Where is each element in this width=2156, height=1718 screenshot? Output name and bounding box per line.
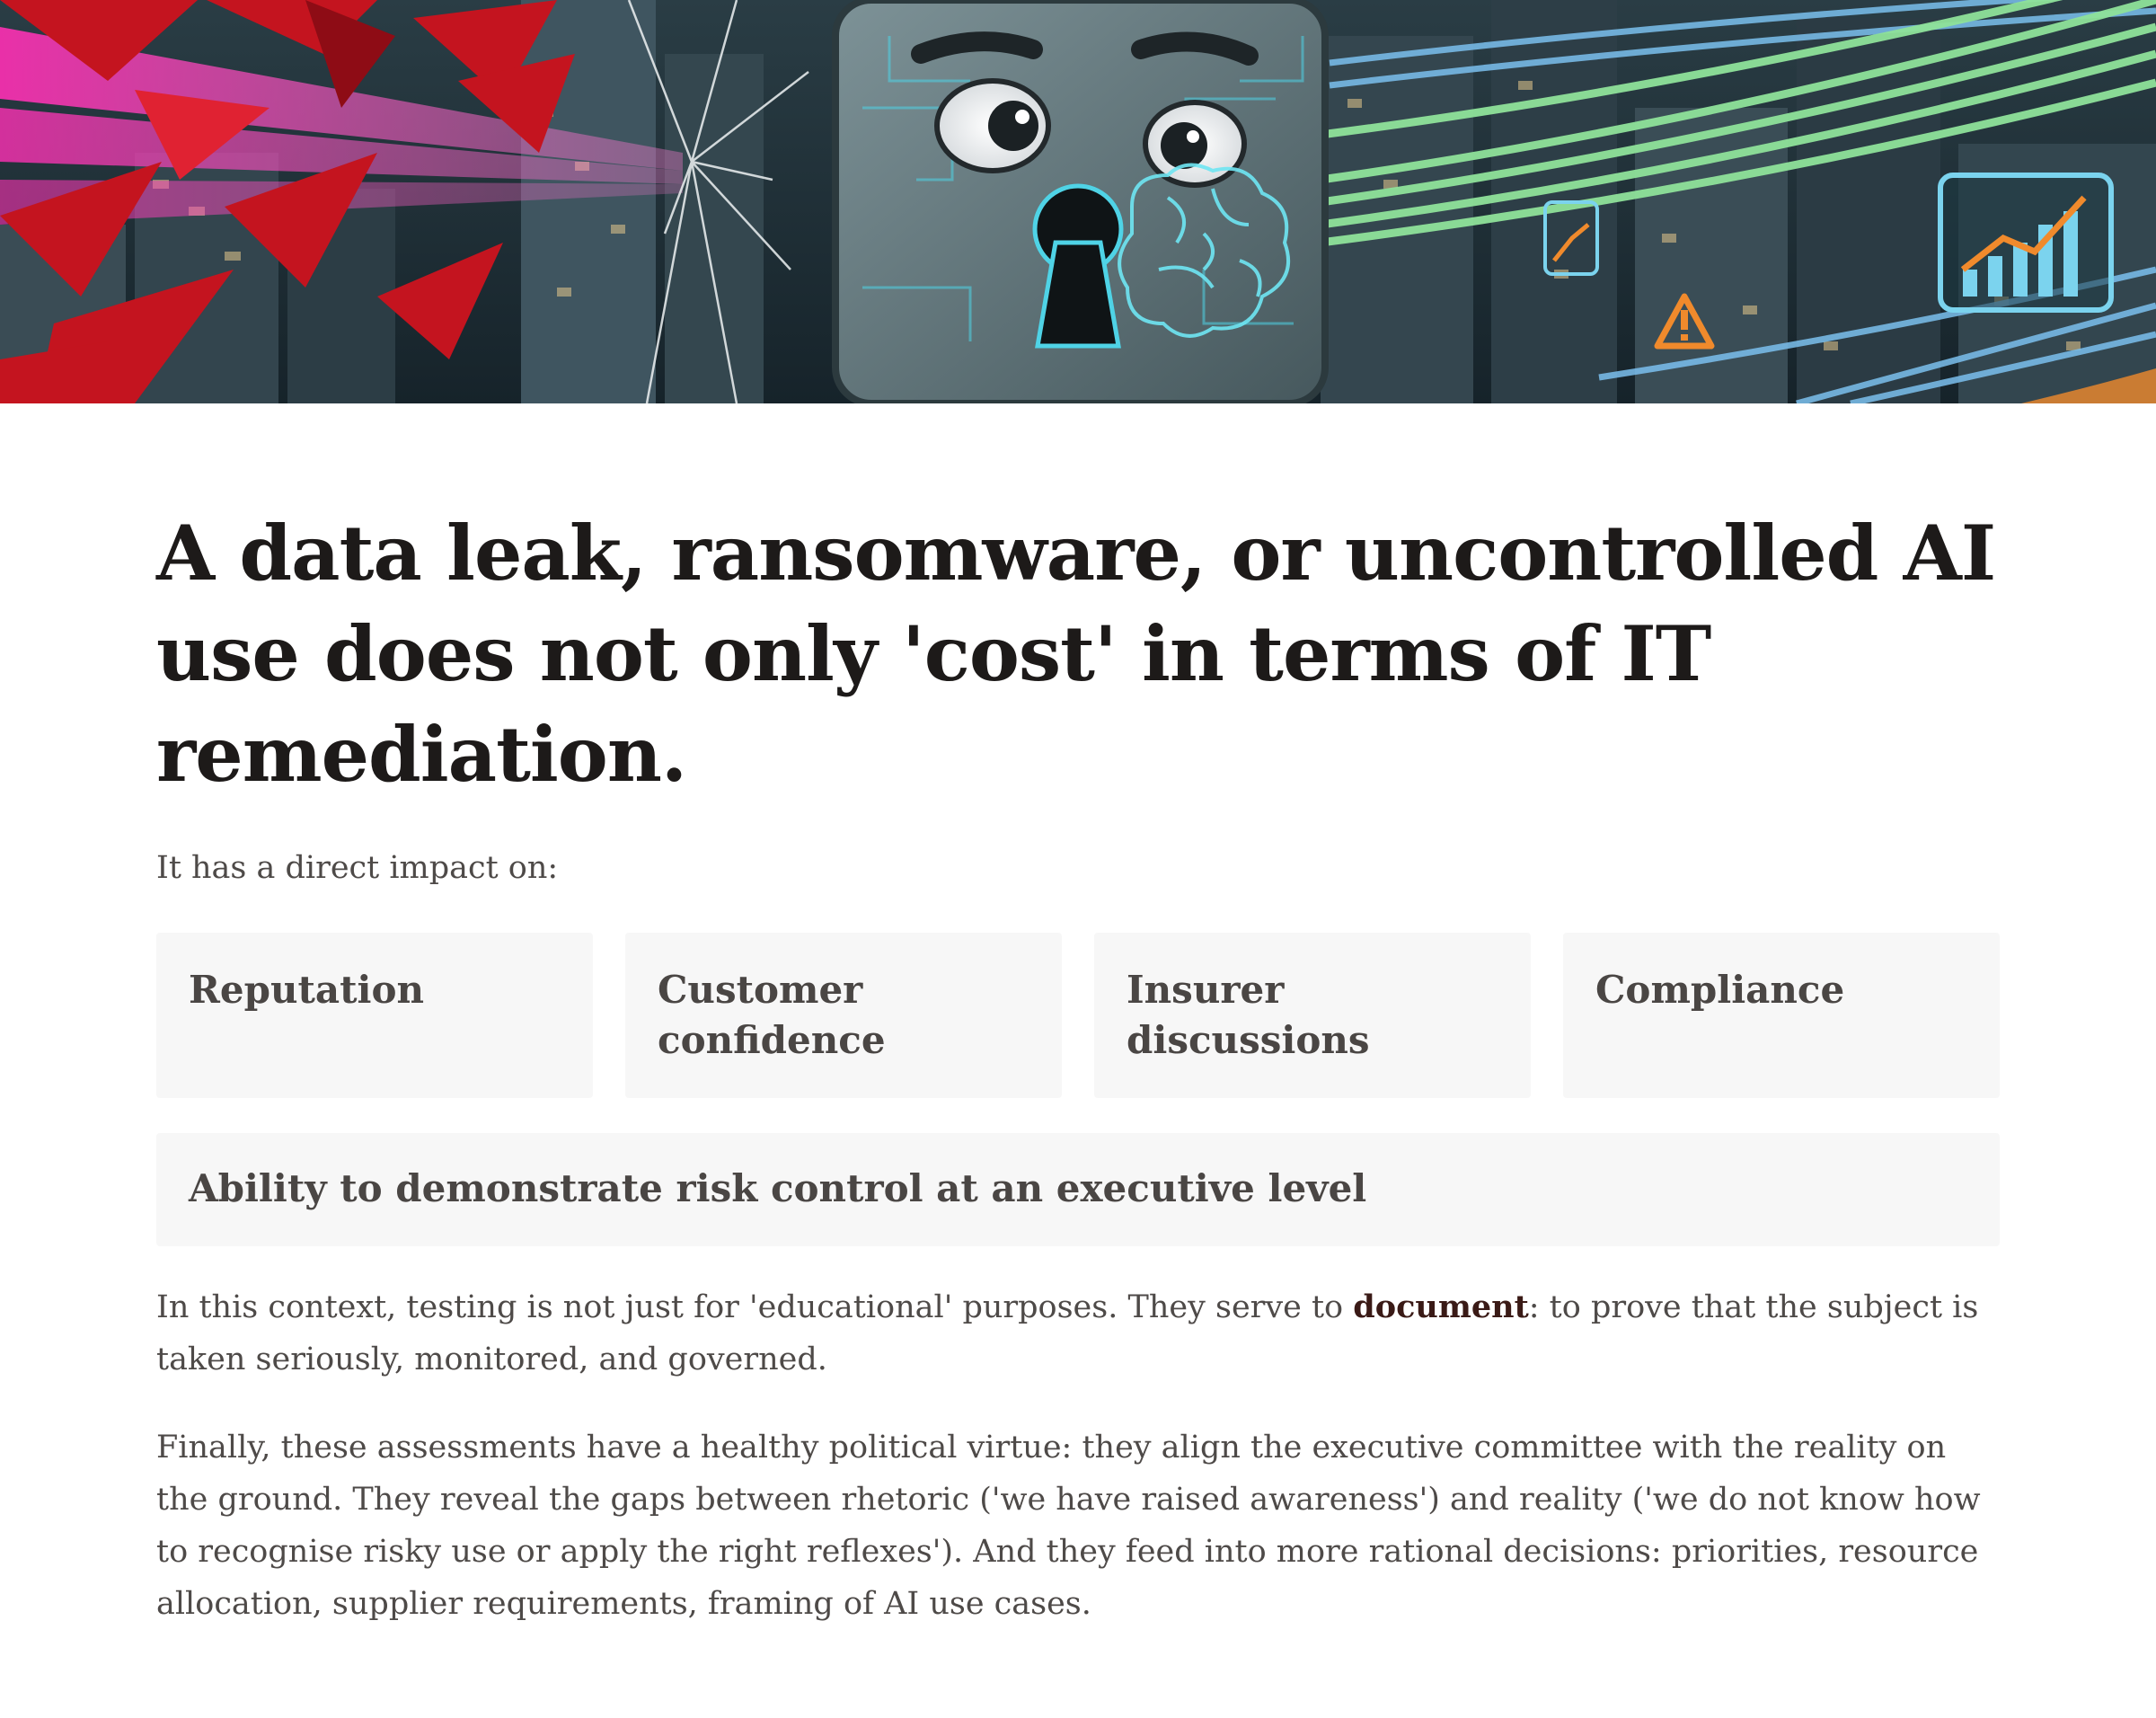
impact-card-insurer-discussions: Insurer discussions (1094, 933, 1531, 1098)
article-body (156, 503, 2000, 1622)
article-headline: A data leak, ransomware, or uncontrolled AI use does not only 'cost' in terms of IT remediation. (156, 509, 1996, 799)
conclusion-paragraph: Finally, these assessments have a healthy political virtue: they align the executive committee with the reality on the ground. They reveal the gaps between rhetoric ('we have raised awareness') and reality ('we do not know how to recognise risky use or apply the right reflexes'). And they feed into more rational decisions: priorities, resource allocation, supplier requirements, framing of AI use cases. (156, 1430, 1981, 1622)
context-paragraph (156, 1281, 2000, 1386)
impact-lead-text: It has a direct impact on: (156, 850, 559, 886)
document-emphasis: document (1353, 1288, 1529, 1325)
context-paragraph-start: In this context, testing is not just for 'educational' purposes. They serve to (156, 1289, 1354, 1325)
hero-artwork (0, 0, 2156, 403)
impact-cards (156, 933, 2000, 1098)
context-paragraph-end: : to prove that the subject is taken seriously, monitored, and governed. (156, 1289, 1979, 1377)
hero-illustration (0, 0, 2156, 403)
padlock-face-icon (835, 0, 1325, 403)
impact-card-compliance: Compliance (1563, 933, 2000, 1098)
impact-card-reputation: Reputation (156, 933, 593, 1098)
impact-card-executive-risk-control: Ability to demonstrate risk control at an executive level (156, 1133, 2000, 1246)
impact-card-customer-confidence: Customer confidence (625, 933, 1062, 1098)
